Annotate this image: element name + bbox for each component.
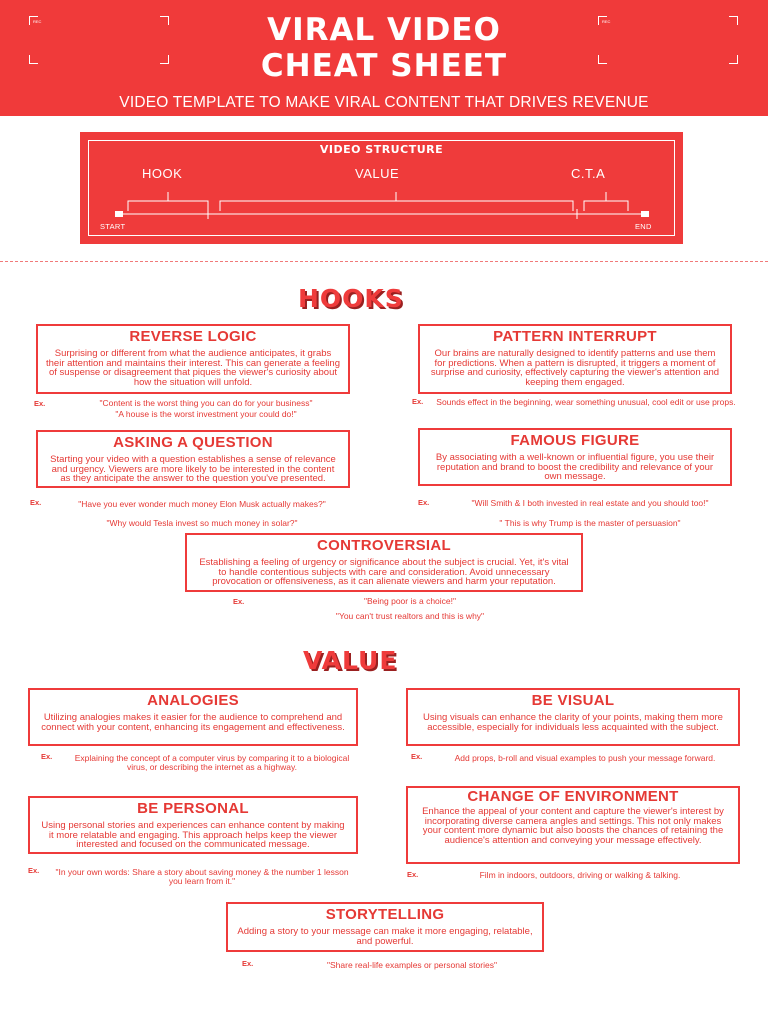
page-subtitle: VIDEO TEMPLATE TO MAKE VIRAL CONTENT THAT DRIVES REVENUE <box>119 94 649 111</box>
example-text: "Content is the worst thing you can do for your business" <box>99 398 313 408</box>
header-banner <box>0 0 768 116</box>
value-card-be-personal <box>28 796 358 854</box>
hooks-section-title: HOOKS <box>298 284 404 313</box>
example-text: "Being poor is a choice!" <box>363 596 457 606</box>
example-text: "Why would Tesla invest so much money in solar?" <box>106 518 298 528</box>
example-label: Ex. <box>28 866 40 875</box>
example-label: Ex. <box>233 597 245 606</box>
example-text: "Will Smith & I both invested in real estate and you should too!" <box>471 498 709 508</box>
example-label: Ex. <box>412 397 424 406</box>
card-title: STORYTELLING <box>325 906 445 923</box>
rec-label: REC <box>602 19 611 24</box>
value-card-change-of-environment <box>406 786 740 864</box>
timeline-end-label: END <box>635 222 652 231</box>
hook-card-famous-figure <box>418 428 732 486</box>
example-label: Ex. <box>41 752 53 761</box>
timeline-start-label: START <box>100 222 126 231</box>
segment-hook: HOOK <box>142 166 183 181</box>
example-text: Sounds effect in the beginning, wear something unusual, cool edit or use props. <box>436 397 736 407</box>
example-label: Ex. <box>411 752 423 761</box>
card-title: FAMOUS FIGURE <box>510 432 640 449</box>
title-line-2: CHEAT SHEET <box>260 48 508 84</box>
timeline-brackets <box>80 132 683 244</box>
card-title: CONTROVERSIAL <box>317 537 451 554</box>
value-card-analogies <box>28 688 358 746</box>
example-label: Ex. <box>418 498 430 507</box>
hook-card-controversial <box>185 533 583 592</box>
card-title: ASKING A QUESTION <box>113 434 273 451</box>
example-text: "Share real-life examples or personal stories" <box>327 960 497 970</box>
value-card-storytelling <box>226 902 544 952</box>
card-body: Enhance the appeal of your content and capture the viewer's interest by incorporating diverse camera angles and settings. This not only makes your content more dynamic but also boosts the chances of retaining the audience's attention and conveying your message effectively. <box>422 806 724 846</box>
example-text: "You can't trust realtors and this is why" <box>335 611 485 621</box>
segment-value: VALUE <box>355 166 400 181</box>
segment-cta: C.T.A <box>571 166 606 181</box>
card-body: Using visuals can enhance the clarity of your points, making them more accessible, especially for individuals less acquainted with the subject. <box>423 712 723 733</box>
example-text: "Have you ever wonder much money Elon Musk actually makes?" <box>78 499 326 509</box>
section-divider <box>0 261 768 262</box>
example-text: Add props, b-roll and visual examples to push your message forward. <box>454 753 716 763</box>
title-line-1: VIRAL VIDEO <box>267 12 501 48</box>
example-label: Ex. <box>407 870 419 879</box>
card-title: CHANGE OF ENVIRONMENT <box>467 788 679 805</box>
card-body: Establishing a feeling of urgency or significance about the subject is crucial. Yet, it's vital to handle contentious subjects with care and consideration. Avoid unnecessary provocation or offensiveness, as it can alienate viewers and harm your reputation. <box>199 557 569 587</box>
example-text: "A house is the worst investment your could do!" <box>115 409 297 419</box>
value-section-title: VALUE <box>303 646 398 675</box>
value-card-be-visual <box>406 688 740 746</box>
example-label: Ex. <box>242 959 254 968</box>
video-structure-diagram <box>80 132 683 244</box>
example-label: Ex. <box>34 399 46 408</box>
rec-frame-icon <box>29 16 169 64</box>
hook-card-pattern-interrupt <box>418 324 732 394</box>
card-body: Our brains are naturally designed to identify patterns and use them for predictions. When a pattern is disrupted, it triggers a moment of surprise and curiosity, effectively capturing the viewer's attention and keeping them engaged. <box>430 348 720 388</box>
hook-card-asking-a-question <box>36 430 350 488</box>
card-title: BE PERSONAL <box>137 800 249 817</box>
example-text: Explaining the concept of a computer virus by comparing it to a biological virus, or describing the internet as a highway. <box>74 753 350 772</box>
card-body: Surprising or different from what the audience anticipates, it grabs their attention and maintains their interest. This can generate a feeling of suspense or disagreement that piques the viewer's curiosity about how the situation will unfold. <box>46 348 340 388</box>
card-title: ANALOGIES <box>147 692 239 709</box>
hook-card-reverse-logic <box>36 324 350 394</box>
example-text: "In your own words: Share a story about saving money & the number 1 lesson you learn from it." <box>55 867 349 886</box>
example-text: Film in indoors, outdoors, driving or walking & talking. <box>479 870 681 880</box>
example-text: " This is why Trump is the master of persuasion" <box>499 518 681 528</box>
card-body: By associating with a well-known or influential figure, you use their reputation and brand to boost the credibility and relevance of your own message. <box>435 452 715 482</box>
rec-frame-icon <box>598 16 738 64</box>
card-body: Using personal stories and experiences can enhance content by making it more relatable and engaging. This approach helps keep the viewer interested and focused on the communicated message. <box>41 820 345 850</box>
example-label: Ex. <box>30 498 42 507</box>
card-title: BE VISUAL <box>531 692 615 709</box>
card-title: PATTERN INTERRUPT <box>493 328 657 345</box>
card-body: Starting your video with a question establishes a sense of relevance and urgency. Viewers are more likely to be interested in the content as they anticipate the answer to the question you've presented. <box>50 454 336 484</box>
rec-label: REC <box>33 19 42 24</box>
card-body: Adding a story to your message can make it more engaging, relatable, and powerful. <box>237 926 533 947</box>
structure-title: VIDEO STRUCTURE <box>319 143 444 156</box>
card-title: REVERSE LOGIC <box>129 328 257 345</box>
card-body: Utilizing analogies makes it easier for the audience to comprehend and connect with your content, enhancing its engagement and effectiveness. <box>41 712 345 733</box>
